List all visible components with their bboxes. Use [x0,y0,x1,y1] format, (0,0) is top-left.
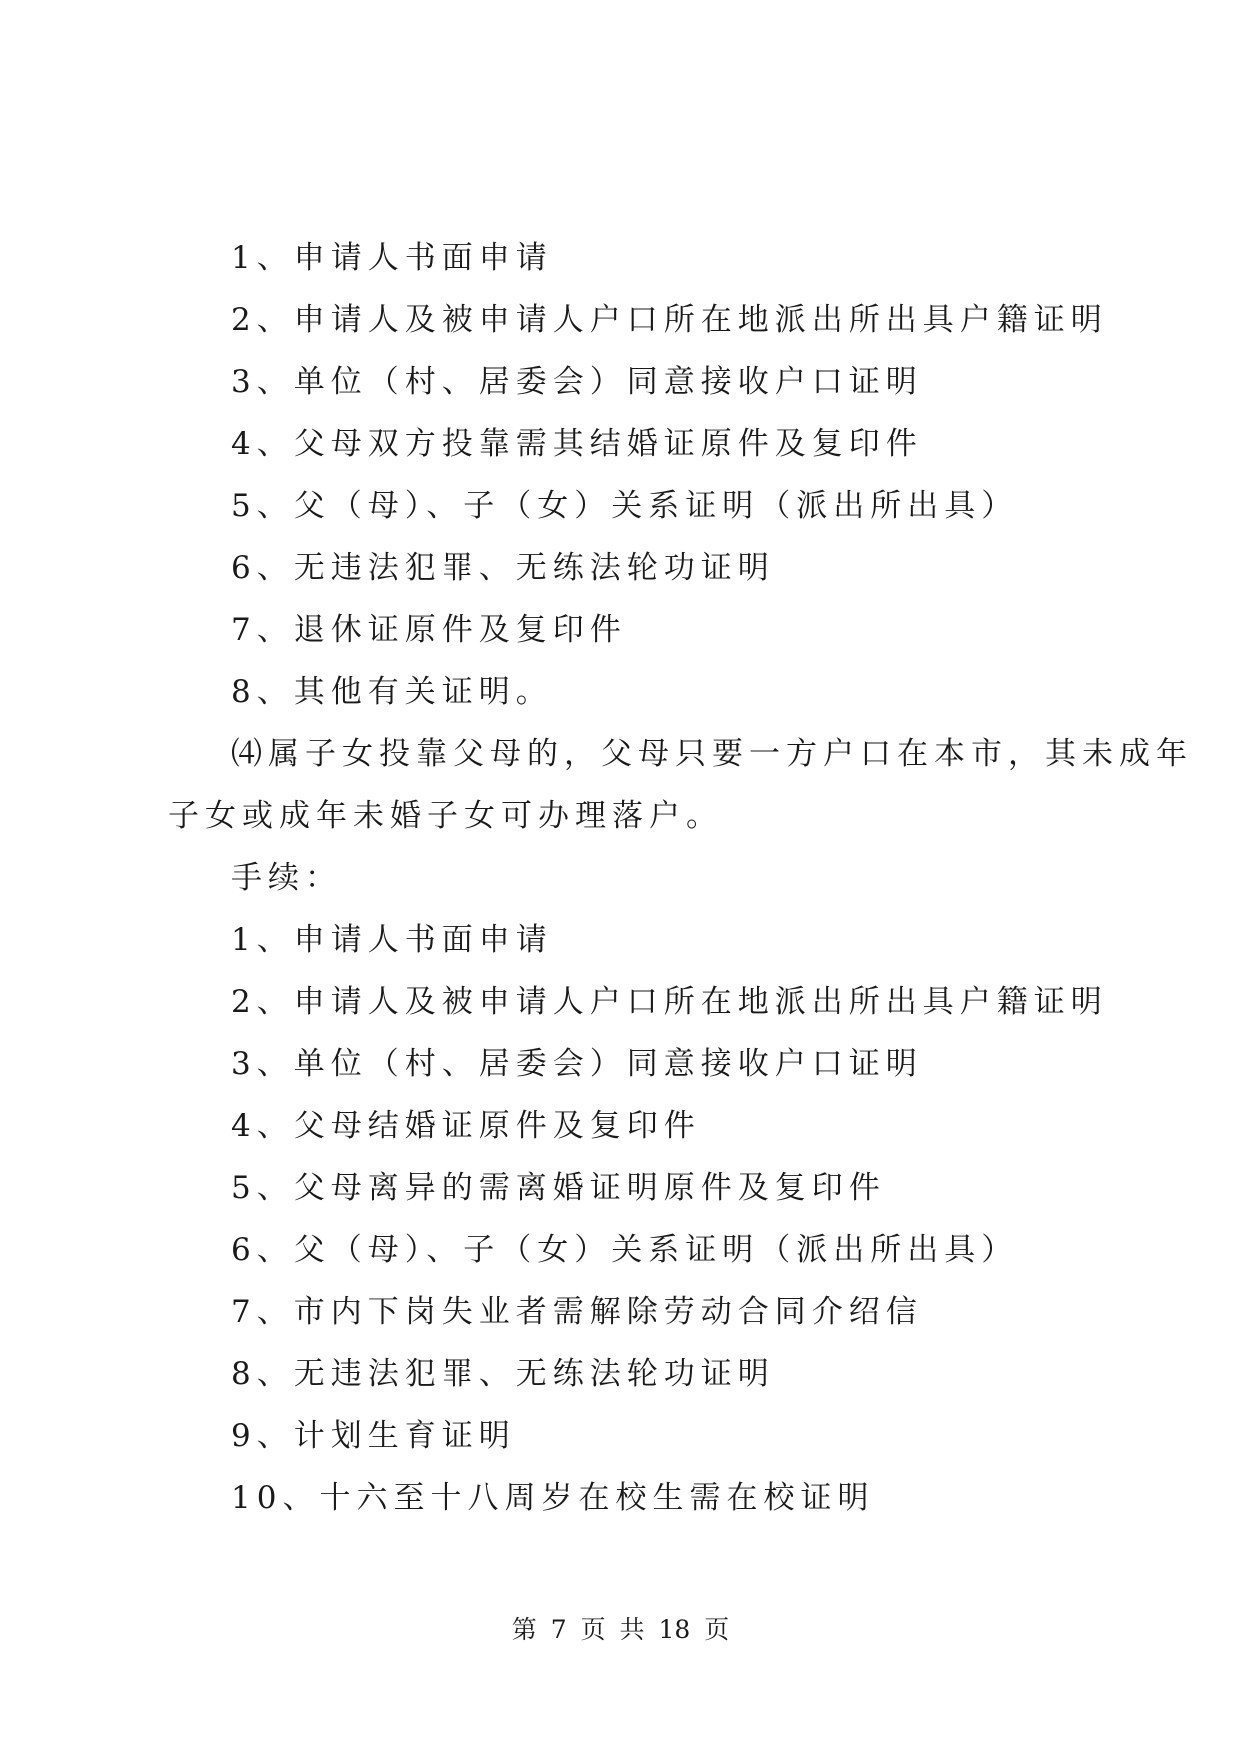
list-item: 1、申请人书面申请 [231,922,553,958]
list-item: 5、父母离异的需离婚证明原件及复印件 [231,1170,886,1206]
list-item: 9、计划生育证明 [231,1418,516,1454]
list-item: 1、申请人书面申请 [231,240,553,276]
procedures-label: 手续： [231,860,342,896]
list-item: 2、申请人及被申请人户口所在地派出所出具户籍证明 [231,984,1108,1020]
paragraph-line: ⑷属子女投靠父母的，父母只要一方户口在本市，其未成年 [231,736,1193,772]
list-item: 4、父母双方投靠需其结婚证原件及复印件 [231,426,923,462]
list-item: 4、父母结婚证原件及复印件 [231,1108,701,1144]
page-footer: 第 7 页 共 18 页 [511,1615,730,1644]
list-item: 5、父（母）、子（女）关系证明（派出所出具） [231,488,1019,524]
list-item: 3、单位（村、居委会）同意接收户口证明 [231,1046,923,1082]
paragraph-line: 子女或成年未婚子女可办理落户。 [168,798,723,834]
list-item: 8、其他有关证明。 [231,674,553,710]
list-item: 8、无违法犯罪、无练法轮功证明 [231,1356,775,1392]
list-item: 2、申请人及被申请人户口所在地派出所出具户籍证明 [231,302,1108,338]
list-item: 7、市内下岗失业者需解除劳动合同介绍信 [231,1294,923,1330]
list-item: 3、单位（村、居委会）同意接收户口证明 [231,364,923,400]
list-item: 7、退休证原件及复印件 [231,612,627,648]
list-item: 6、无违法犯罪、无练法轮功证明 [231,550,775,586]
list-item: 6、父（母）、子（女）关系证明（派出所出具） [231,1232,1019,1268]
list-item: 10、十六至十八周岁在校生需在校证明 [231,1480,875,1516]
